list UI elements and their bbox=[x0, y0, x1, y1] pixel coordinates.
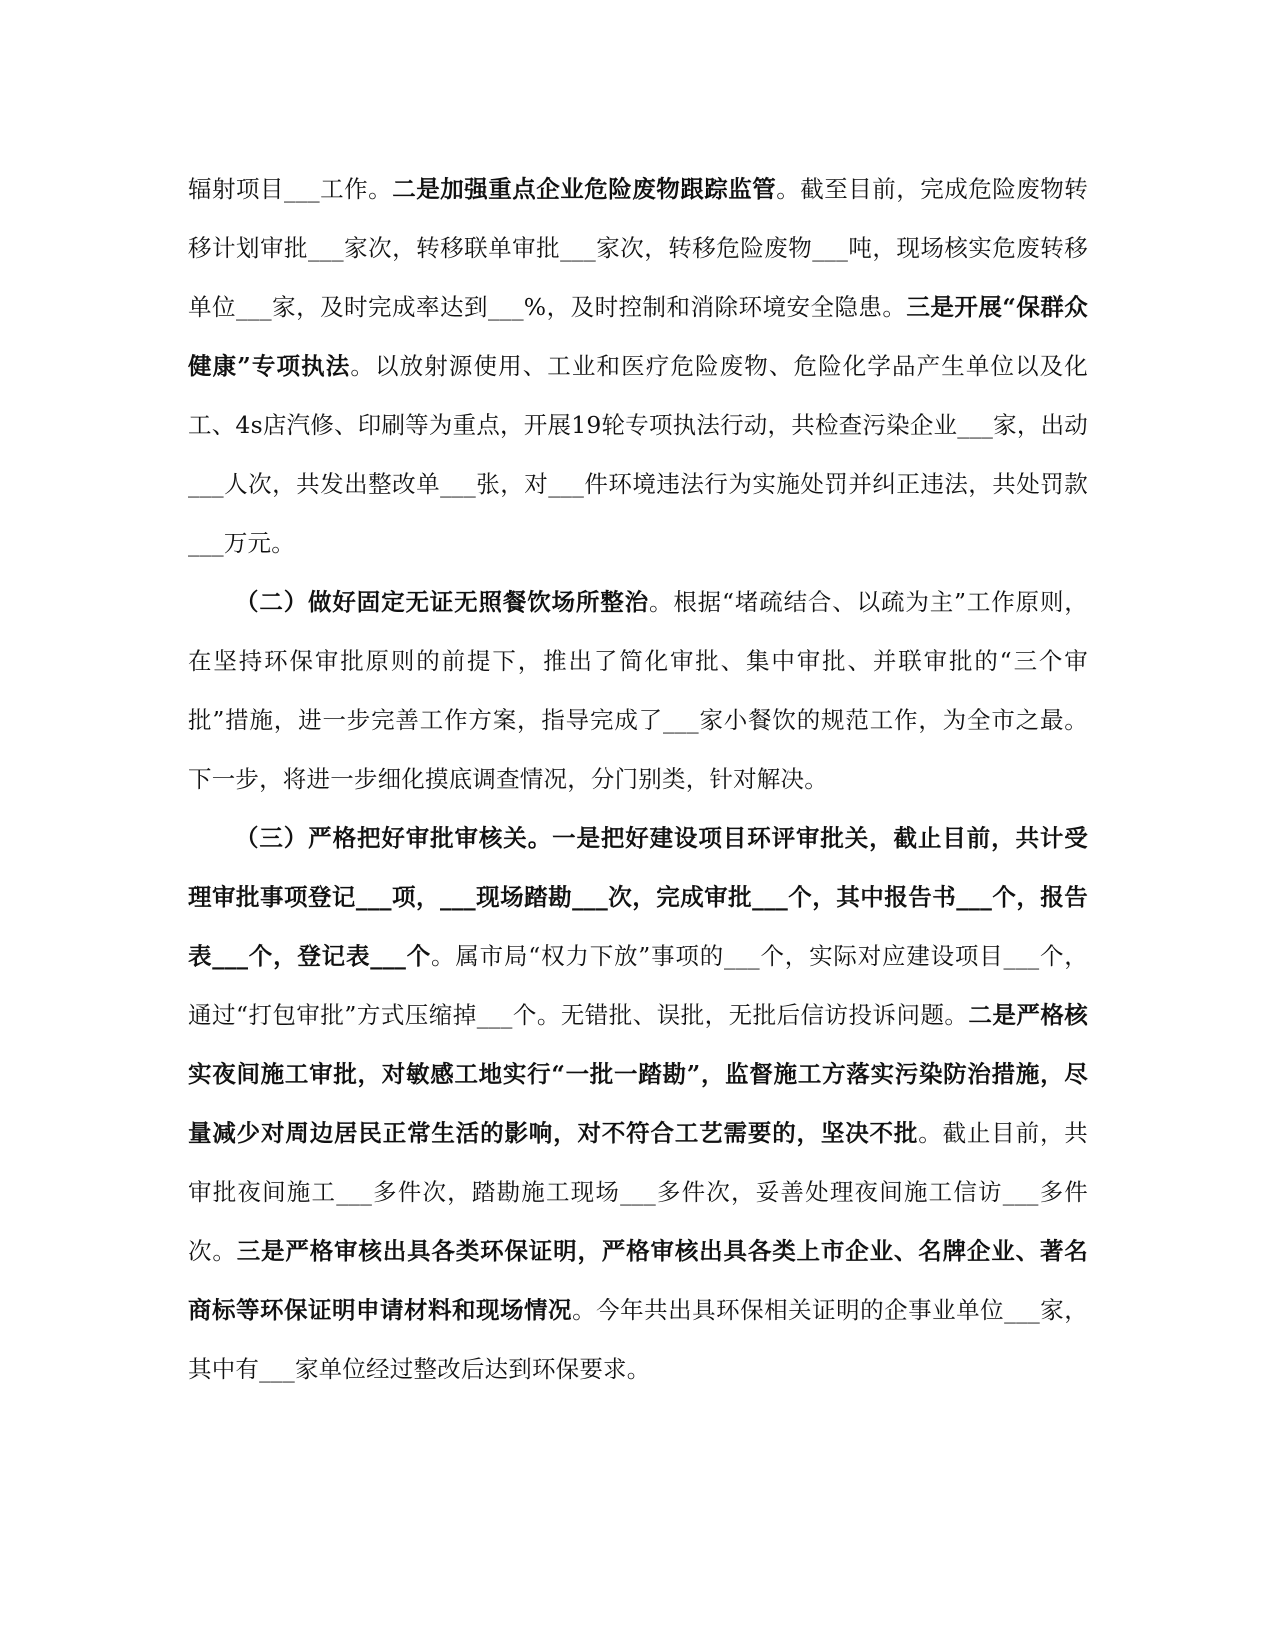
bold-heading-run: 二是严格核实夜间施工审批，对敏感工地实行“一批一踏勘”，监督施工方落实污染防治措施，尽量减少对周边居民正常生活的影响，对不符合工艺需要的，坚决不批 bbox=[188, 1001, 1088, 1147]
paragraph-hazardous-waste bbox=[188, 160, 1088, 573]
bold-heading-run: 二是加强重点企业危险废物跟踪监管 bbox=[392, 175, 777, 203]
section-heading-2: （二）做好固定无证无照餐饮场所整治 bbox=[235, 588, 649, 616]
document-body bbox=[188, 160, 1088, 1399]
text-run: 。根据“堵疏结合、以疏为主”工作原则，在坚持环保审批原则的前提下，推出了简化审批、集中审批、并联审批的“三个审批”措施，进一步完善工作方案，指导完成了___家小餐饮的规范工作，为全市之最。下一步，将进一步细化摸底调查情况，分门别类，针对解决。 bbox=[188, 588, 1089, 793]
text-run: 。截止目前，共审批夜间施工___多件次，踏勘施工现场___多件次，妥善处理夜间施工信访___多件次。 bbox=[188, 1119, 1088, 1265]
bold-heading-run: 三是开展“保群众健康”专项执法 bbox=[188, 293, 1088, 380]
text-run: 。截至目前，完成危险废物转移计划审批___家次，转移联单审批___家次，转移危险废物___吨，现场核实危废转移单位___家，及时完成率达到___%，及时控制和消除环境安全隐患。 bbox=[188, 175, 1088, 321]
bold-heading-run: 三是严格审核出具各类环保证明，严格审核出具各类上市企业、名牌企业、著名商标等环保证明申请材料和现场情况 bbox=[188, 1237, 1088, 1324]
text-run: 辐射项目___工作。 bbox=[188, 175, 393, 203]
paragraph-approval-review bbox=[188, 809, 1088, 1399]
text-run: 。属市局“权力下放”事项的___个，实际对应建设项目___个，通过“打包审批”方式压缩掉___个。无错批、误批，无批后信访投诉问题。 bbox=[188, 942, 1088, 1029]
text-run: 。以放射源使用、工业和医疗危险废物、危险化学品产生单位以及化工、4s店汽修、印刷等为重点，开展19轮专项执法行动，共检查污染企业___家，出动___人次，共发出整改单___张，对___件环境违法行为实施处罚并纠正违法，共处罚款___万元。 bbox=[188, 352, 1089, 557]
text-run: 。今年共出具环保相关证明的企事业单位___家，其中有___家单位经过整改后达到环保要求。 bbox=[188, 1296, 1088, 1383]
section-heading-3: （三）严格把好审批审核关。一是把好建设项目环评审批关，截止目前，共计受理审批事项登记___项，___现场踏勘___次，完成审批___个，其中报告书___个，报告表___个，登记表___个 bbox=[188, 824, 1088, 970]
paragraph-catering-rectification bbox=[188, 573, 1088, 809]
